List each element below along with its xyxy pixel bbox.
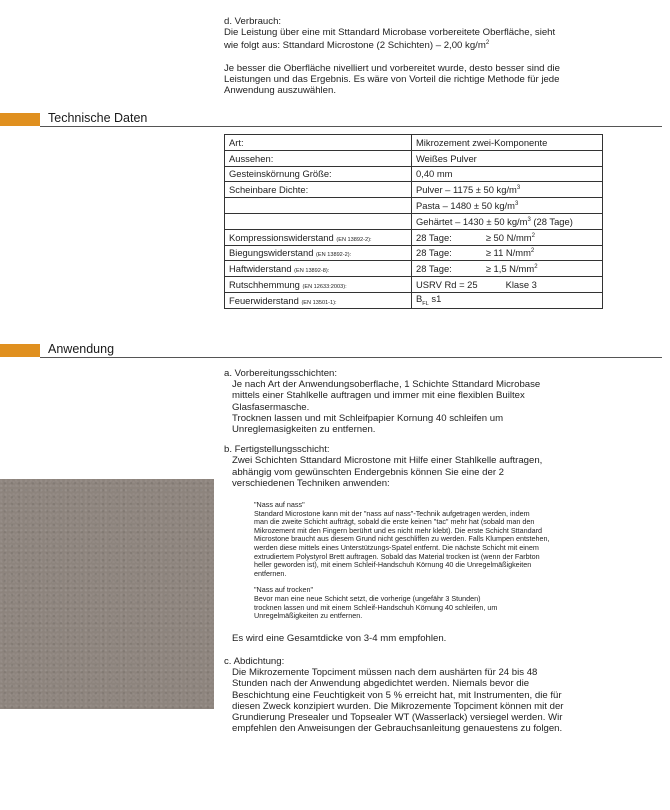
table-value: Mikrozement zwei-Komponente xyxy=(412,135,603,151)
text-line: abhängig vom gewünschten Endergebnis können Sie eine der 2 xyxy=(232,466,505,478)
table-row xyxy=(225,277,603,293)
text-line: Standard Microstone kann mit der "nass auf nass"-Technik aufgetragen werden, indem xyxy=(254,508,530,518)
table-label: Biegungswiderstand (EN 13892-2): xyxy=(225,245,412,261)
section-title-anwendung: Anwendung xyxy=(48,342,115,356)
table-row xyxy=(225,135,603,151)
text-line: Trocknen lassen und mit Schleifpapier Kornung 40 schleifen um xyxy=(232,412,504,424)
step-b-heading: b. Fertigstellungsschicht: xyxy=(224,444,330,456)
table-row xyxy=(225,292,603,308)
step-a-heading: a. Vorbereitungsschichten: xyxy=(224,368,338,379)
table-row xyxy=(225,245,603,261)
text-line: man die zweite Schicht aufträgt, sobald die erste keinen "tac" mehr hat (sobald man den xyxy=(254,517,535,527)
table-label xyxy=(225,198,412,214)
verbrauch-heading: d. Verbrauch: xyxy=(224,16,282,27)
technique-nass-auf-nass xyxy=(224,501,644,578)
text-line: entfernen. xyxy=(254,568,287,578)
verbrauch-para-line: Je besser die Oberfläche nivelliert und vorbereitet wurde, desto besser sind die xyxy=(224,62,560,74)
verbrauch-para-line: Leistungen und das Ergebnis. Es wäre von Vorteil die richtige Methode für jede xyxy=(224,74,560,85)
step-c-body xyxy=(224,667,644,734)
text-line: Unregelmäßigkeiten zu entfernen. xyxy=(254,611,363,621)
table-value: Gehärtet – 1430 ± 50 $kg/m^3$ (28 Tage) xyxy=(412,213,603,229)
gesamtdicke-note: Es wird eine Gesamtdicke von 3-4 mm empfohlen. xyxy=(232,632,447,644)
technique-title: "Nass auf trocken" xyxy=(254,585,314,595)
section-accent-bar xyxy=(0,113,40,126)
text-line: Zwei Schichten Sttandard Microstone mit Hilfe einer Stahlkelle auftragen, xyxy=(232,455,543,467)
verbrauch-block xyxy=(224,16,644,96)
text-line: Die Mikrozemente Topciment müssen nach dem aushärten für 24 bis 48 xyxy=(232,667,538,679)
table-label: Rutschhemmung (EN 12633:2003): xyxy=(225,277,412,293)
text-line: Microstone braucht aus diesem Grund nicht geschliffen zu werden. Falls Klumpen entstehen, xyxy=(254,534,550,544)
table-value: 0,40 mm xyxy=(412,166,603,182)
table-value: USRV Rd = 25 Klase 3 xyxy=(412,277,603,293)
table-row xyxy=(225,229,603,245)
text-line: Unreglemasigkeiten zu entfernen. xyxy=(232,424,376,436)
table-row xyxy=(225,166,603,182)
text-line: Beschichtung eine Feuchtigkeit von 5 % erreicht hat, mit Instrumenten, die für xyxy=(232,689,562,701)
verbrauch-para-line: Anwendung auszuwählen. xyxy=(224,85,337,97)
verbrauch-line: Die Leistung über eine mit Sttandard Microbase vorbereitete Oberfläche, sieht xyxy=(224,27,556,39)
table-label: Gesteinskörnung Größe: xyxy=(225,166,412,182)
microstone-texture-image xyxy=(0,479,214,709)
anwendung-content xyxy=(224,368,644,734)
text-line: verschiedenen Techniken anwenden: xyxy=(232,477,390,489)
section-accent-bar xyxy=(0,344,40,357)
table-value: Pulver – 1175 ± 50 $kg/m^3$ xyxy=(412,182,603,198)
table-value: 28 Tage: ≥ 1,5 $N/mm^2$ xyxy=(412,261,603,277)
table-row xyxy=(225,261,603,277)
text-line: Stunden nach der Anwendung abgedichtet werden. Niemals bevor die xyxy=(232,678,530,690)
step-b-body xyxy=(224,455,644,489)
table-label: Art: xyxy=(225,135,412,151)
section-divider xyxy=(40,126,662,127)
verbrauch-line: wie folgt aus: Sttandard Microstone (2 Schichten) – 2,00 $kg/m^2$ xyxy=(224,40,490,52)
table-value: 28 Tage: ≥ 11 $N/mm^2$ xyxy=(412,245,603,261)
text-line: trocknen lassen und mit einem Schleif-Handschuh Körnung 40 schleifen, um xyxy=(254,602,498,612)
table-value: $B_{FL}$ s1 xyxy=(412,292,603,308)
technical-data-table xyxy=(224,134,603,309)
step-c-heading: c. Abdichtung: xyxy=(224,655,285,667)
table-row xyxy=(225,198,603,214)
text-line: Mikrozement mit den Fingern berührt und es nicht mehr klebt). Die erste Schicht Sttandard xyxy=(254,525,543,535)
table-label: Aussehen: xyxy=(225,150,412,166)
text-line: Glasfasermasche. xyxy=(232,401,310,413)
table-label: Feuerwiderstand (EN 13501-1): xyxy=(225,292,412,308)
text-line: Bevor man eine neue Schicht setzt, die vorherige (ungefähr 3 Stunden) xyxy=(254,593,481,603)
section-divider xyxy=(40,357,662,358)
table-value: 28 Tage: ≥ 50 $N/mm^2$ xyxy=(412,229,603,245)
text-line: werden diese mittels eines Unterstützungs-Spatel entfernt. Die nächste Schicht mit einem xyxy=(254,543,539,552)
section-title-technische-daten: Technische Daten xyxy=(48,111,148,125)
text-line: empfehlen den Anweisungen der Gebrauchsanleitung genauestens zu folgen. xyxy=(232,723,563,735)
text-line: Je nach Art der Anwendungsoberflache, 1 Schichte Sttandard Microbase xyxy=(232,379,541,391)
step-a-body xyxy=(224,379,644,435)
text-line: heller geworden ist), mit einem Schleif-Handschuh Körnung 40 die Unregelmäßigkeiten xyxy=(254,560,532,570)
table-label: Kompressionswiderstand (EN 13892-2): xyxy=(225,229,412,245)
text-line: mittels einer Stahlkelle auftragen und immer mit eine flexiblen Builtex xyxy=(232,390,525,402)
text-line: diesen Zweck konzipiert wurden. Die Mikrozemente Topciment können mit der xyxy=(232,700,564,712)
technique-title: "Nass auf nass" xyxy=(254,500,305,510)
table-row xyxy=(225,150,603,166)
table-value: Weißes Pulver xyxy=(412,150,603,166)
table-row xyxy=(225,213,603,229)
table-value: Pasta – 1480 ± 50 $kg/m^3$ xyxy=(412,198,603,214)
table-label: Haftwiderstand (EN 13892-8): xyxy=(225,261,412,277)
technique-nass-auf-trocken xyxy=(224,586,644,620)
table-label xyxy=(225,213,412,229)
text-line: Grundierung Presealer und Topsealer WT (Wasserlack) versiegel werden. Wir xyxy=(232,711,563,723)
table-row xyxy=(225,182,603,198)
table-label: Scheinbare Dichte: xyxy=(225,182,412,198)
text-line: extrudiertem Polystyrol Brett auftragen. Sobald das Material trocken ist (wenn der Farbton xyxy=(254,551,540,561)
